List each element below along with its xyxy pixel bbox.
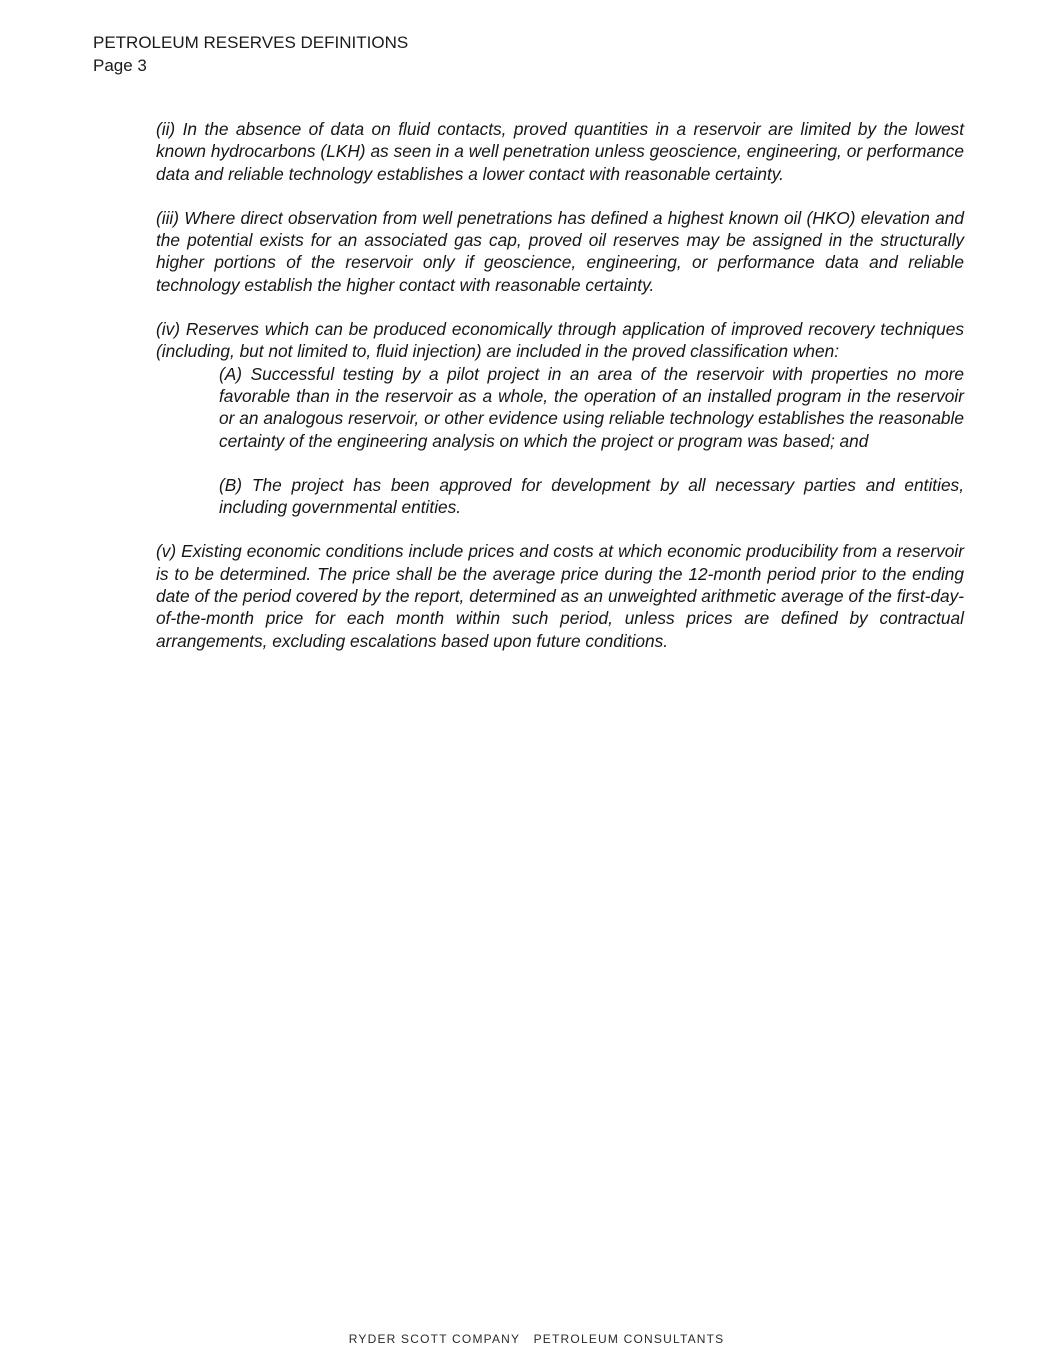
paragraph-ii: (ii) In the absence of data on fluid contacts, proved quantities in a reservoir are limited by the lowest known hydrocarbons (LKH) as seen in a well penetration unless geoscience, engineering, or performance data and reliable technology establishes a lower contact with reasonable certainty. xyxy=(156,119,964,184)
document-footer xyxy=(0,1318,1055,1360)
page-number: Page 3 xyxy=(93,56,147,75)
paragraph-iii: (iii) Where direct observation from well penetrations has defined a highest known oil (HKO) elevation and the potential exists for an associated gas cap, proved oil reserves may be assigned in the structurally higher portions of the reservoir only if geoscience, engineering, or performance data and reliable technology establish the higher contact with reasonable certainty. xyxy=(156,207,964,295)
subparagraph-b: (B) The project has been approved for development by all necessary parties and entities, including governmental entities. xyxy=(219,474,964,518)
paragraph-v: (v) Existing economic conditions include prices and costs at which economic producibility from a reservoir is to be determined. The price shall be the average price during the 12-month period prior to the ending date of the period covered by the report, determined as an unweighted arithmetic average of the first-day-of-the-month price for each month within such period, unless prices are defined by contractual arrangements, excluding escalations based upon future conditions. xyxy=(156,541,964,651)
paragraph-iv: (iv) Reserves which can be produced economically through application of improved recovery techniques (including, but not limited to, fluid injection) are included in the proved classification when: xyxy=(156,319,964,362)
document-header xyxy=(93,31,408,77)
document-title: PETROLEUM RESERVES DEFINITIONS xyxy=(93,33,409,52)
subparagraph-a: (A) Successful testing by a pilot project in an area of the reservoir with properties no more favorable than in the reservoir as a whole, the operation of an installed program in the reservoir or an analogous reservoir, or other evidence using reliable technology establishes the reasonable certainty of the engineering analysis on which the project or program was based; and xyxy=(219,363,964,451)
document-body xyxy=(156,118,964,674)
footer-text: RYDER SCOTT COMPANY PETROLEUM CONSULTANTS xyxy=(348,1332,725,1346)
